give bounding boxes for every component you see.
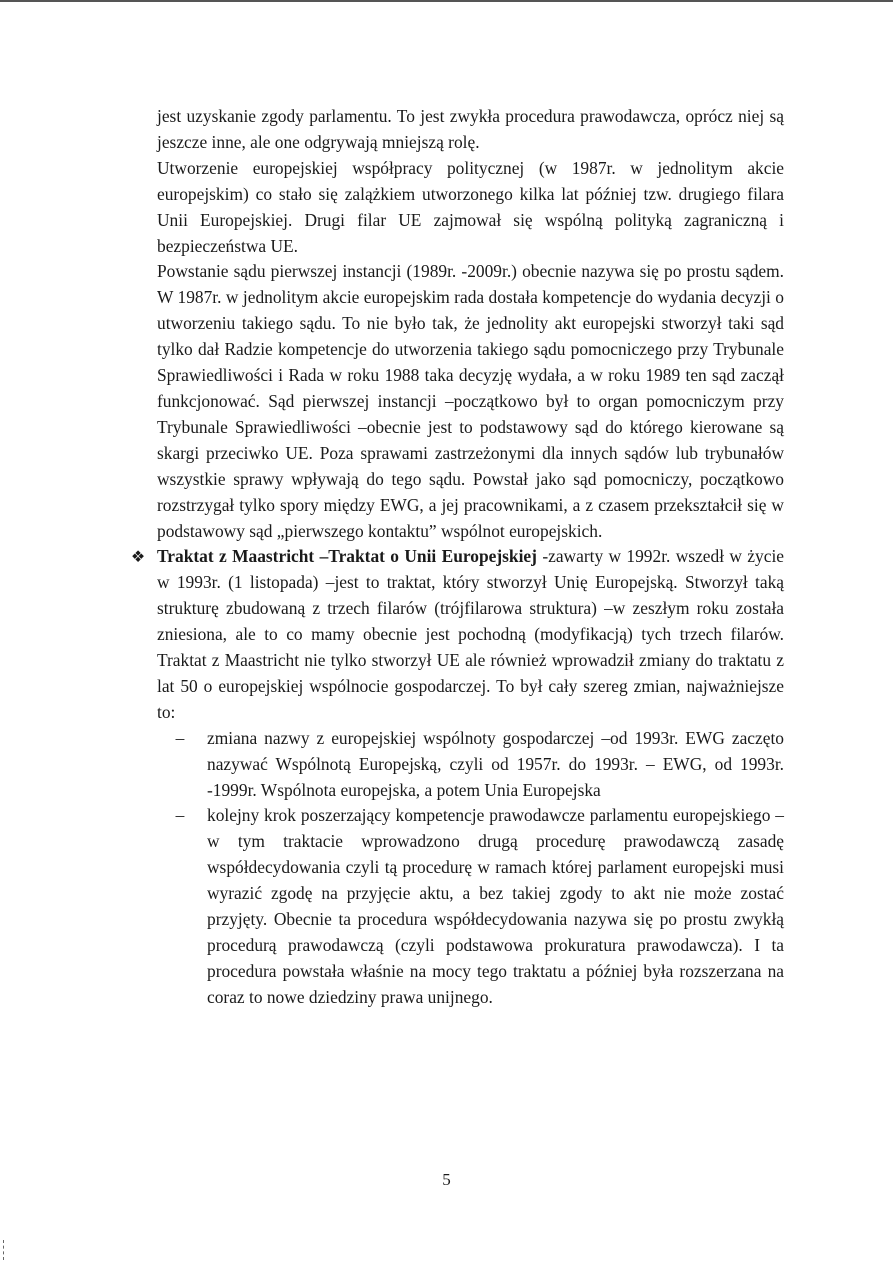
list-item <box>175 803 784 1010</box>
bullet-text: -zawarty w 1992r. wszedł w życie w 1993r. (1 listopada) –jest to traktat, który stworzył Unię Europejską. Stworzył taką strukturę zbudowaną z trzech filarów (trójfilarowa struktura) –w zeszłym roku została zniesiona, ale to co mamy obecnie jest pochodną (modyfikacją) tych trzech filarów. Traktat z Maastricht nie tylko stworzył UE ale również wprowadził zmiany do traktatu z lat 50 o europejskiej wspólnocie gospodarczej. To był cały szereg zmian, najważniejsze to: <box>157 546 784 722</box>
paragraph: Utworzenie europejskiej współpracy politycznej (w 1987r. w jednolitym akcie europejskim) co stało się zalążkiem utworzonego kilka lat później tzw. drugiego filara Unii Europejskiej. Drugi filar UE zajmował się wspólną polityką zagraniczną i bezpieczeństwa UE. <box>157 157 784 256</box>
paragraph: jest uzyskanie zgody parlamentu. To jest zwykła procedura prawodawcza, oprócz niej są jeszcze inne, ale one odgrywają mniejszą rolę. <box>157 106 784 152</box>
paragraph: Powstanie sądu pierwszej instancji (1989r. -2009r.) obecnie nazywa się po prostu sądem. W 1987r. w jednolitym akcie europejskim rada dostała kompetencje do wydania decyzji o utworzeniu takiego sądu. To nie było tak, że jednolity akt europejski stworzył taki sąd tylko dał Radzie kompetencje do utworzenia takiego sądu pomocniczego przy Trybunale Sprawiedliwości i Rada w roku 1988 taka decyzję wydała, a w roku 1989 ten sąd zaczął funkcjonować. Sąd pierwszej instancji –początkowo był to organ pomocniczym przy Trybunale Sprawiedliwości –obecnie jest to podstawowy sąd do którego kierowane są skargi przeciwko UE. Poza sprawami zastrzeżonymi dla innych sądów lub trybunałów wszystkie sprawy wpływają do tego sądu. Powstał jako sąd pomocniczy, początkowo rozstrzygał tylko spory między EWG, a jej pracownikami, a z czasem przekształcił się w podstawowy sąd „pierwszego kontaktu” wspólnot europejskich. <box>157 261 784 541</box>
maastricht-bullet <box>130 544 784 1010</box>
sub-list <box>157 726 784 1011</box>
dash-bullet-icon: – <box>175 805 185 826</box>
list-item-text: zmiana nazwy z europejskiej wspólnoty gospodarczej –od 1993r. EWG zaczęto nazywać Wspólnotą Europejską, czyli od 1957r. do 1993r. – EWG, od 1993r. -1999r. Wspólnota europejska, a potem Unia Europejska <box>207 727 784 800</box>
list-item <box>175 726 784 804</box>
bullet-title: Traktat z Maastricht –Traktat o Unii Europejskiej <box>157 546 537 567</box>
top-border-line <box>0 0 893 2</box>
page-number: 5 <box>442 1170 451 1189</box>
diamond-bullet-icon: ❖ <box>130 547 146 567</box>
dash-bullet-icon: – <box>175 727 185 748</box>
document-body <box>130 104 784 1011</box>
scan-edge-mark <box>3 1240 5 1260</box>
list-item-text: kolejny krok poszerzający kompetencje prawodawcze parlamentu europejskiego –w tym traktacie wprowadzono drugą procedurę prawodawczą zasadę współdecydowania czyli tą procedurę w ramach której parlament europejski musi wyrazić zgodę na przyjęcie aktu, a bez takiej zgody to akt nie może zostać przyjęty. Obecnie ta procedura współdecydowania nazywa się po prostu zwykłą procedurą prawodawczą (czyli podstawowa prokuratura prawodawcza). I ta procedura powstała właśnie na mocy tego traktatu a później była rozszerzana na coraz to nowe dziedziny prawa unijnego. <box>207 805 784 1007</box>
